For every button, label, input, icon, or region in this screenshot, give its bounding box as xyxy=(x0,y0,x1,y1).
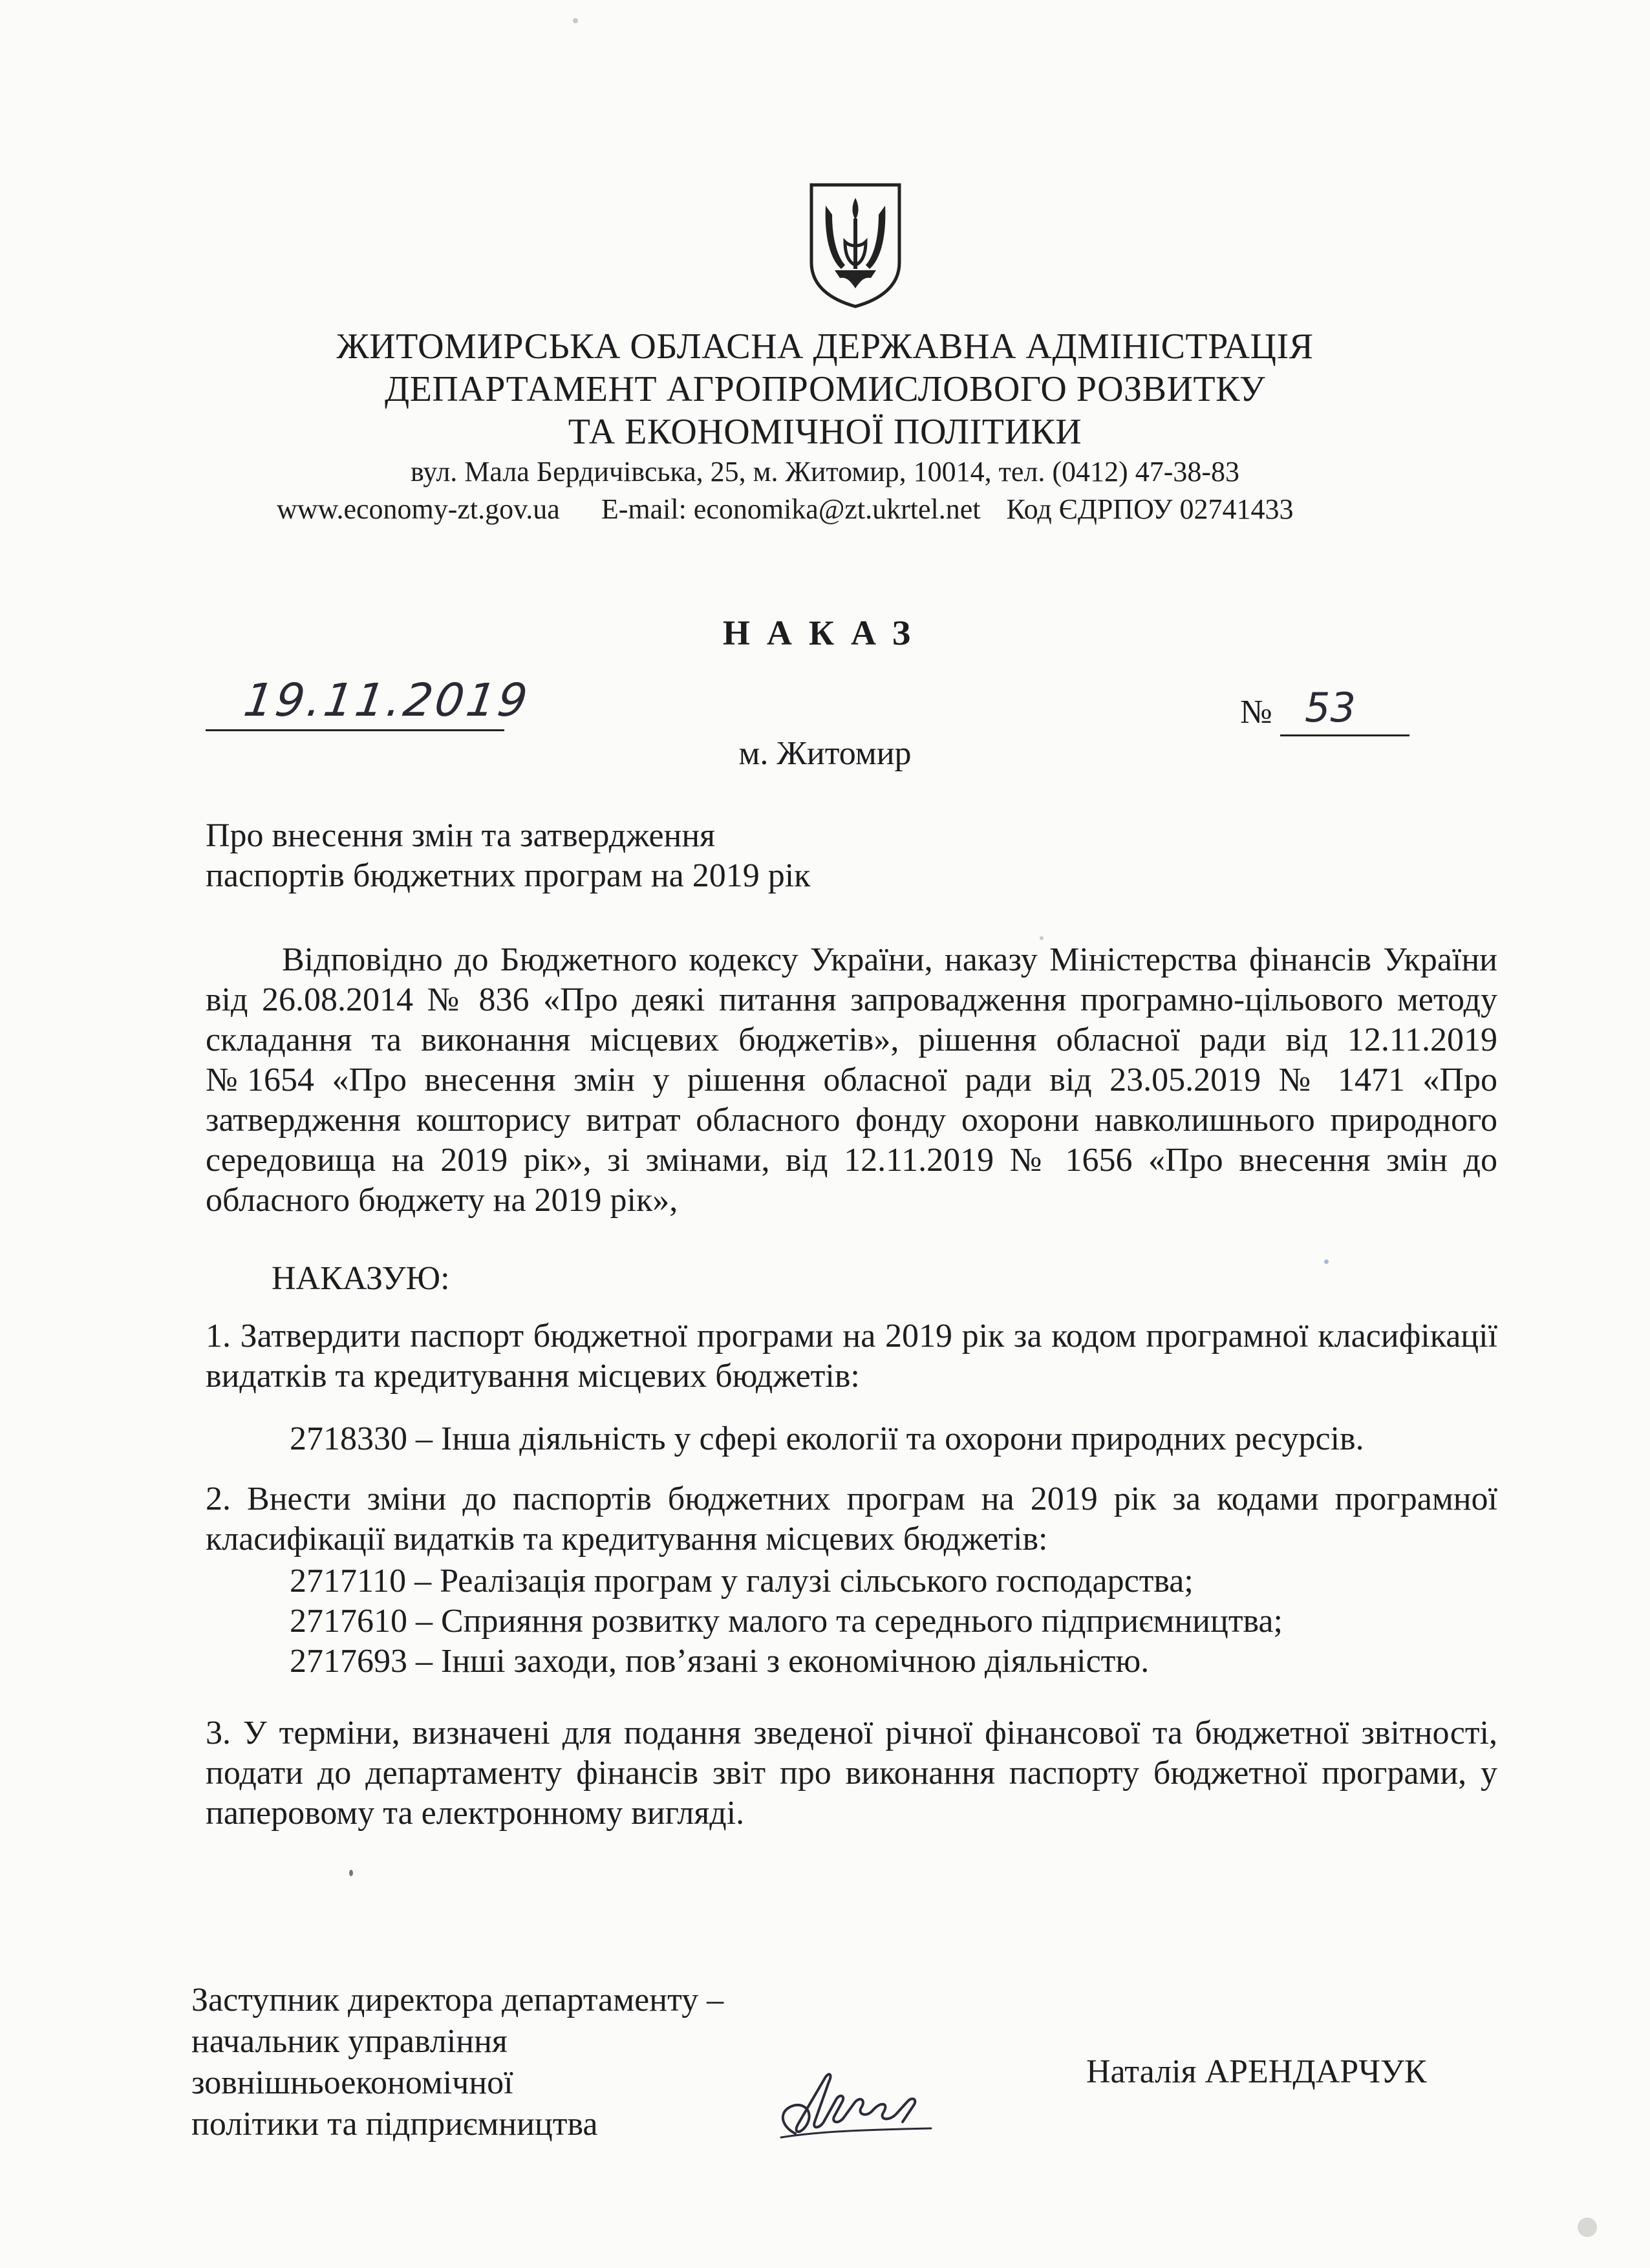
address-line: вул. Мала Бердичівська, 25, м. Житомир, 10014, тел. (0412) 47-38-83 xyxy=(410,456,1239,487)
signer-position-4: політики та підприємництва xyxy=(191,2106,598,2143)
order-number-label: № xyxy=(1240,694,1272,731)
signer-position-2: начальник управління xyxy=(191,2023,508,2060)
order-date: 19.11.2019 xyxy=(241,674,533,727)
signer-position-1: Заступник директора департаменту – xyxy=(191,1982,724,2018)
item-3 xyxy=(206,1713,1497,1834)
order-title: НАКАЗ xyxy=(722,614,928,652)
email-text: E-mail: economika@zt.ukrtel.net xyxy=(601,493,981,525)
item-2-code-3: 2717693 – Інші заходи, пов’язані з економічною діяльністю. xyxy=(290,1643,1150,1680)
item-1 xyxy=(206,1316,1497,1396)
org-name-line2: ДЕПАРТАМЕНТ АГРОПРОМИСЛОВОГО РОЗВИТКУ xyxy=(385,369,1265,409)
trident-coat-of-arms-icon xyxy=(806,180,905,309)
item-2-text: 2. Внести зміни до паспортів бюджетних програм на 2019 рік за кодами програмної класифікації видатків та кредитування місцевих бюджетів: xyxy=(206,1481,1497,1557)
order-city: м. Житомир xyxy=(738,735,912,772)
signer-name: Наталія АРЕНДАРЧУК xyxy=(1086,2053,1427,2090)
org-name-line1: ЖИТОМИРСЬКА ОБЛАСНА ДЕРЖАВНА АДМІНІСТРАЦІЯ xyxy=(336,326,1314,367)
preamble-text: Відповідно до Бюджетного кодексу України, наказу Міністерства фінансів України від 26.08.2014 № 836 «Про деякі питання запровадження програмно-цільового методу складання та виконання місцевих бюджетів», рішення обласної ради від 12.11.2019 №1654 «Про внесення змін у рішення обласної ради від 23.05.2019 № 1471 «Про затвердження кошторису витрат обласного фонду охорони навколишнього природного середовища на 2019 рік», зі змінами, від 12.11.2019 № 1656 «Про внесення змін до обласного бюджету на 2019 рік», xyxy=(206,941,1497,1219)
signer-position-3: зовнішньоекономічної xyxy=(191,2064,513,2101)
order-number-field xyxy=(1240,684,1409,733)
item-2-code-2: 2717610 – Сприяння розвитку малого та середнього підприємництва; xyxy=(290,1603,1283,1640)
item-2-code-1: 2717110 – Реалізація програм у галузі сільського господарства; xyxy=(290,1563,1194,1599)
order-date-field xyxy=(206,674,533,731)
preamble-paragraph xyxy=(206,940,1497,1221)
order-number: 53 xyxy=(1305,684,1356,731)
subject-line2: паспортів бюджетних програм на 2019 рік xyxy=(206,857,811,894)
edrpou-code: Код ЄДРПОУ 02741433 xyxy=(1006,493,1294,525)
org-name-line3: ТА ЕКОНОМІЧНОЇ ПОЛІТИКИ xyxy=(568,412,1082,452)
item-1-text: 1. Затвердити паспорт бюджетної програми на 2019 рік за кодом програмної класифікації видатків та кредитування місцевих бюджетів: xyxy=(206,1318,1497,1395)
handwritten-signature xyxy=(769,2062,944,2146)
order-word: НАКАЗУЮ: xyxy=(272,1260,450,1297)
item-1-code: 2718330 – Інша діяльність у сфері екології та охорони природних ресурсів. xyxy=(290,1420,1364,1457)
website-text: www.economy-zt.gov.ua xyxy=(277,493,560,525)
subject-line1: Про внесення змін та затвердження xyxy=(206,817,716,854)
item-2 xyxy=(206,1479,1497,1559)
contacts-line xyxy=(277,491,1294,528)
item-3-text: 3. У терміни, визначені для подання зведеної річної фінансової та бюджетної звітності, подати до департаменту фінансів звіт про виконання паспорту бюджетної програми, у паперовому та електронному вигляді. xyxy=(206,1715,1497,1832)
